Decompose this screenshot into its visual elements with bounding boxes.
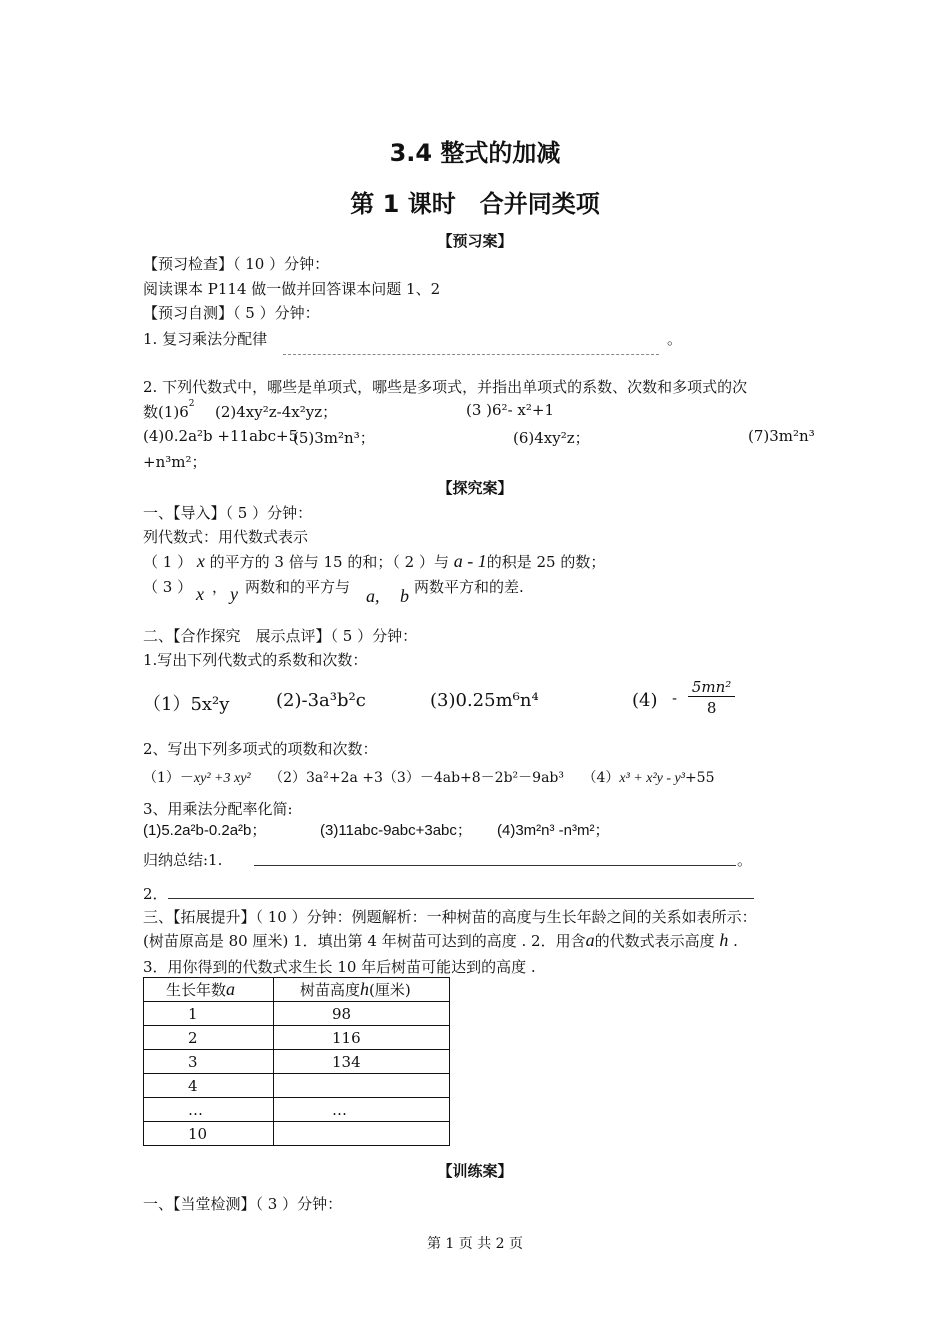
intro-item-3-mid: 两数和的平方与 <box>245 578 351 596</box>
intro-item-1: （ 1 ） x 的平方的 3 倍与 15 的和；（ 2 ）与 a - 1的积是 25 的数； <box>143 551 606 571</box>
coop-q3-b: (3)11abc-9abc+3abc； <box>320 822 472 839</box>
self-test-label: 【预习自测】（ 5 ）分钟： <box>143 304 320 322</box>
explore-heading: 【探究案】 <box>437 479 513 497</box>
summary-label: 归纳总结:1. <box>143 851 223 869</box>
q1-text: 1. 复习乘法分配律 <box>143 330 268 348</box>
extend-line-2: (树苗原高是 80 厘米) 1．填出第 4 年树苗可达到的高度 . 2．用含a的代数式表示高度 h . <box>143 930 738 950</box>
summary-period: 。 <box>737 851 753 869</box>
table-row: 10 <box>144 1122 450 1146</box>
table-header-row <box>144 978 450 1002</box>
preview-check-label: 【预习检查】（ 10 ）分钟： <box>143 255 330 273</box>
q2-expr-6: (6)4xy²z； <box>513 429 590 447</box>
q2-text: 2. 下列代数式中，哪些是单项式，哪些是多项式，并指出单项式的系数、次数和多项式的次 <box>143 378 748 396</box>
coop-expr-3: (3)0.25m⁶n⁴ <box>430 690 539 711</box>
table-row: … … <box>144 1098 450 1122</box>
page-footer: 第 1 页 共 2 页 <box>426 1236 524 1252</box>
q2-expr-2: (2)4xy²z-4x²yz； <box>215 403 338 421</box>
header-years: 生长年数a <box>144 978 274 1002</box>
coop-q2-expressions: （1）－xy² +3 xy² （2）3a²+2a +3（3）－4ab+8－2b²－9ab³ （4）x³ + x²y - y³+55 <box>143 770 715 786</box>
fraction <box>688 678 735 717</box>
intro-text: 列代数式：用代数式表示 <box>143 528 309 546</box>
table-row: 1 98 <box>144 1002 450 1026</box>
fraction-denominator: 8 <box>706 699 717 717</box>
intro-item-3-label: （ 3 ） <box>143 578 193 596</box>
q1-period: 。 <box>667 330 683 348</box>
summary-1-line[interactable] <box>254 865 736 866</box>
page-title: 3.4 整式的加减 <box>389 139 561 167</box>
q2-expr-7-cont: +n³m²； <box>143 453 207 471</box>
coop-q3-a: (1)5.2a²b-0.2a²b； <box>143 822 267 839</box>
intro-label: 一、【导入】（ 5 ）分钟： <box>143 504 313 522</box>
coop-q1: 1.写出下列代数式的系数和次数： <box>143 651 368 669</box>
preview-check-text: 阅读课本 P114 做一做并回答课本问题 1、2 <box>143 280 441 298</box>
var-y: y <box>230 584 238 604</box>
training-heading: 【训练案】 <box>437 1162 513 1180</box>
header-height: 树苗高度h(厘米) <box>274 978 450 1002</box>
var-x: x <box>196 584 204 604</box>
summary-2-label: 2． <box>143 885 168 903</box>
growth-table <box>143 977 450 1146</box>
q2-expr-1: 数$(1)6^2$ <box>143 399 195 421</box>
var-a: a, <box>366 586 380 606</box>
table-row: 3 134 <box>144 1050 450 1074</box>
var-b: b <box>400 586 409 606</box>
lesson-subtitle: 第 1 课时 合并同类项 <box>350 190 600 218</box>
table-row: 2 116 <box>144 1026 450 1050</box>
fraction-numerator: 5mn² <box>688 678 735 697</box>
preview-heading: 【预习案】 <box>437 232 513 250</box>
q1-answer-line[interactable] <box>283 354 659 355</box>
coop-expr-4: - $\frac{\text{5mn²}}{8}$ <box>672 678 735 717</box>
q2-expr-3: (3 )6²- x²+1 <box>466 401 554 419</box>
q2-expr-7: (7)3m²n³ <box>748 427 815 445</box>
table-row: 4 <box>144 1074 450 1098</box>
q2-expr-4: (4)0.2a²b +11abc+5 <box>143 427 299 445</box>
coop-q3-c: (4)3m²n³ -n³m²； <box>497 822 610 839</box>
coop-expr-4-label: (4) <box>632 690 658 711</box>
coop-q3: 3、用乘法分配率化简: <box>143 800 293 818</box>
coop-expr-2: (2)-3a³b²c <box>276 690 366 711</box>
summary-2-line[interactable] <box>168 898 754 899</box>
q2-expr-5: (5)3m²n³； <box>293 429 375 447</box>
extend-line-1: 三、【拓展提升】（ 10 ）分钟：例题解析：一种树苗的高度与生长年龄之间的关系如表所示： <box>143 908 757 926</box>
coop-label: 二、【合作探究 展示点评】（ 5 ）分钟： <box>143 627 418 645</box>
training-check-label: 一、【当堂检测】（ 3 ）分钟： <box>143 1195 343 1213</box>
extend-line-3: 3．用你得到的代数式求生长 10 年后树苗可能达到的高度 . <box>143 958 536 976</box>
coop-expr-1: （1）5x²y <box>143 694 230 715</box>
coop-q2: 2、写出下列多项式的项数和次数： <box>143 740 378 758</box>
intro-item-3-end: 两数平方和的差. <box>414 578 524 596</box>
comma: ， <box>212 578 228 596</box>
